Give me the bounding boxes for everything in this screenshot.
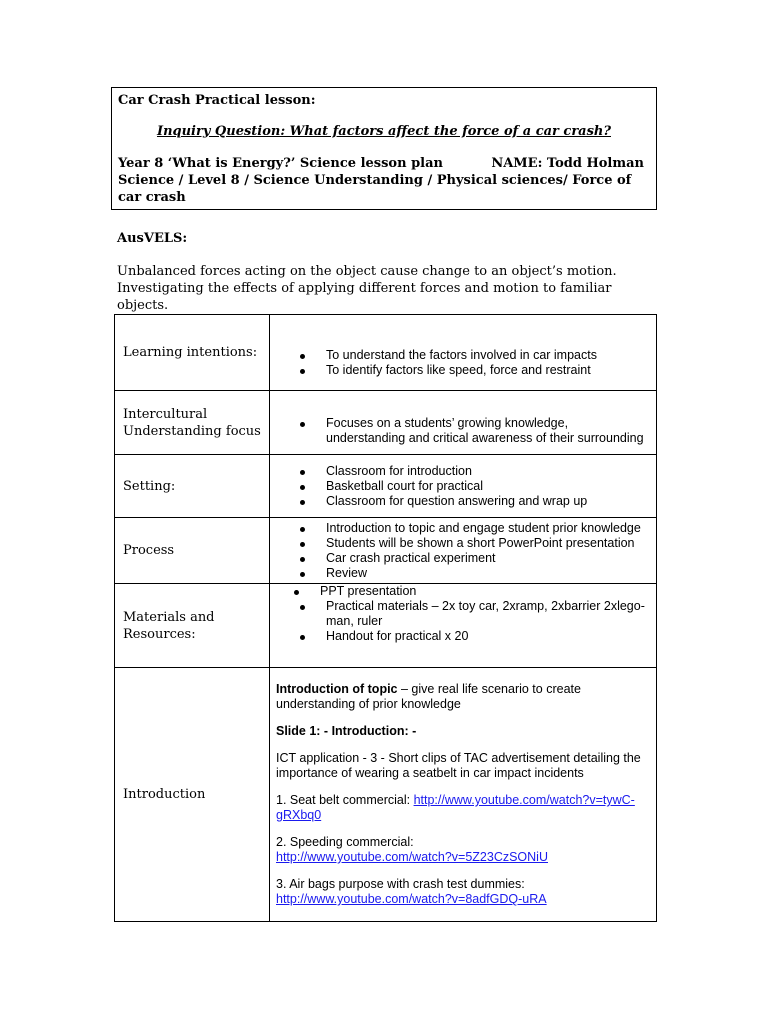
lesson-plan-table — [114, 314, 657, 922]
process-label: Process — [115, 518, 270, 584]
video-3-label: 3. Air bags purpose with crash test dummies: — [276, 877, 525, 891]
video-item-3 — [276, 877, 646, 907]
list-item: Classroom for introduction — [326, 464, 646, 479]
table-row-process — [115, 518, 657, 584]
lesson-header-box — [111, 87, 657, 210]
video-3-link[interactable]: http://www.youtube.com/watch?v=8adfGDQ-uRA — [276, 892, 547, 906]
video-1-link[interactable]: http://www.youtube.com/watch?v=tywC-gRXbq0 — [276, 793, 635, 822]
list-item: Review — [326, 566, 646, 581]
ict-text: ICT application - 3 - Short clips of TAC advertisement detailing the importance of wearing a seatbelt in car impact incidents — [276, 751, 641, 780]
list-item: Practical materials – 2x toy car, 2xramp, 2xbarrier 2xlego-man, ruler — [326, 599, 645, 628]
list-item: Focuses on a students’ growing knowledge, understanding and critical awareness of their surrounding — [326, 416, 646, 446]
setting-label: Setting: — [115, 455, 270, 518]
list-item: Introduction to topic and engage student prior knowledge — [326, 521, 646, 536]
author-name: NAME: Todd Holman — [491, 156, 644, 171]
inquiry-question: Inquiry Question: What factors affect the force of a car crash? — [156, 124, 611, 139]
intro-topic-bold: Introduction of topic — [276, 682, 398, 696]
ausvels-text: Unbalanced forces acting on the object cause change to an object’s motion. Investigating the effects of applying different forces and motion to familiar objects. — [117, 264, 617, 313]
table-row-intercultural — [115, 391, 657, 455]
year-plan: Year 8 ‘What is Energy?’ Science lesson plan — [118, 156, 443, 171]
setting-content — [270, 455, 657, 518]
introduction-label: Introduction — [115, 668, 270, 922]
list-item: Handout for practical x 20 — [326, 629, 646, 644]
video-2-link[interactable]: http://www.youtube.com/watch?v=5Z23CzSONiU — [276, 850, 548, 864]
intercultural-label: Intercultural Understanding focus — [115, 391, 270, 455]
ausvels-heading: AusVELS: — [117, 231, 188, 246]
year-plan-line — [118, 155, 650, 172]
intro-topic — [276, 682, 646, 712]
video-item-1 — [276, 793, 646, 823]
learning-label: Learning intentions: — [115, 315, 270, 391]
video-1-label: 1. Seat belt commercial: — [276, 793, 414, 807]
table-row-setting — [115, 455, 657, 518]
intro-topic-rest: – give real life scenario to create understanding of prior knowledge — [276, 682, 581, 711]
table-row-introduction — [115, 668, 657, 922]
intercultural-content — [270, 391, 657, 455]
lesson-title: Car Crash Practical lesson: — [118, 93, 316, 108]
learning-content — [270, 315, 657, 391]
list-item: Car crash practical experiment — [326, 551, 646, 566]
list-item: PPT presentation — [320, 584, 646, 599]
materials-label: Materials and Resources: — [115, 584, 270, 668]
curriculum-line: Science / Level 8 / Science Understanding / Physical sciences/ Force of car crash — [118, 173, 632, 205]
process-content — [270, 518, 657, 584]
list-item: Basketball court for practical — [326, 479, 646, 494]
table-row-learning — [115, 315, 657, 391]
list-item: Classroom for question answering and wrap up — [326, 494, 646, 509]
slide-heading: Slide 1: - Introduction: - — [276, 724, 417, 738]
introduction-content — [270, 668, 657, 922]
list-item: To understand the factors involved in car impacts — [326, 348, 646, 363]
video-2-label: 2. Speeding commercial: — [276, 835, 414, 849]
list-item: To identify factors like speed, force and restraint — [326, 363, 646, 378]
table-row-materials — [115, 584, 657, 668]
video-item-2 — [276, 835, 646, 865]
list-item: Students will be shown a short PowerPoint presentation — [326, 536, 646, 551]
materials-content — [270, 584, 657, 668]
